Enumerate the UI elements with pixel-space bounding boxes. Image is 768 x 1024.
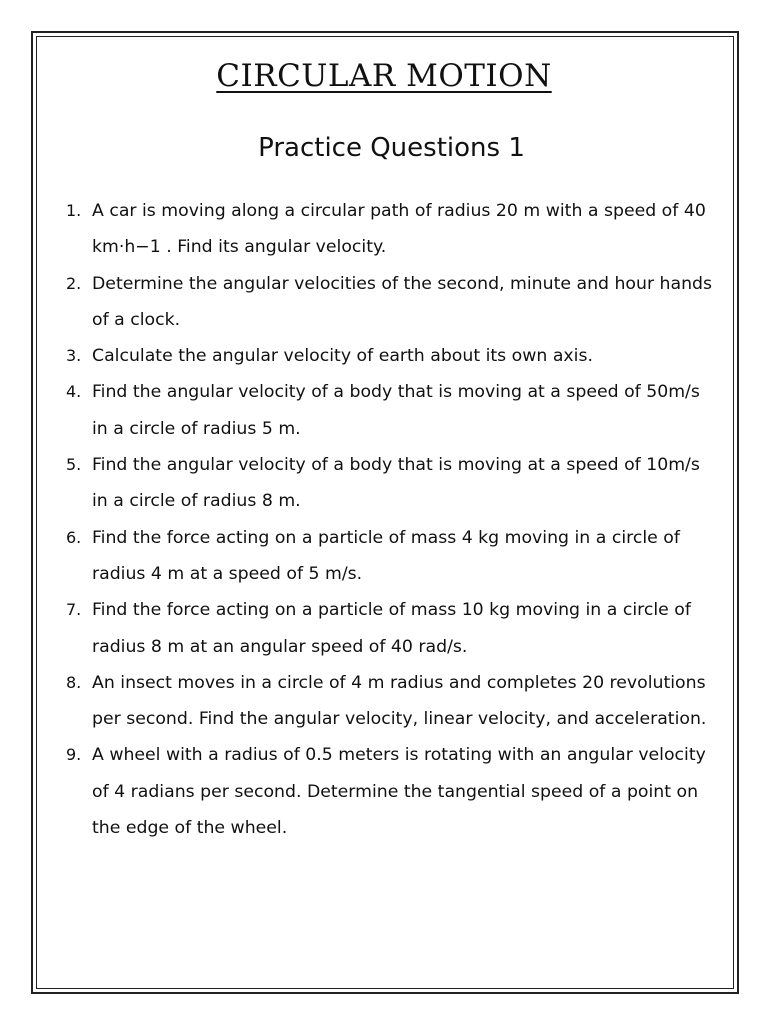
question-text: A car is moving along a circular path of radius 20 m with a speed of 40 km·h−1 . Find its angular velocity.	[92, 201, 706, 258]
question-item	[66, 592, 717, 665]
question-item	[66, 338, 717, 374]
question-item	[66, 193, 717, 266]
question-text: Calculate the angular velocity of earth about its own axis.	[92, 346, 593, 367]
question-text: Find the angular velocity of a body that is moving at a speed of 10m/s in a circle of radius 8 m.	[92, 455, 700, 512]
question-list	[66, 193, 717, 846]
question-number: 7.	[66, 600, 82, 620]
question-text: A wheel with a radius of 0.5 meters is rotating with an angular velocity of 4 radians per second. Determine the tangential speed of a point on the edge of the wheel.	[92, 745, 706, 839]
question-number: 9.	[66, 745, 82, 765]
question-number: 4.	[66, 382, 82, 402]
question-number: 3.	[66, 346, 82, 366]
question-number: 5.	[66, 455, 82, 475]
question-text: Find the force acting on a particle of mass 4 kg moving in a circle of radius 4 m at a speed of 5 m/s.	[92, 527, 680, 584]
question-text: Find the force acting on a particle of mass 10 kg moving in a circle of radius 8 m at an angular speed of 40 rad/s.	[92, 600, 691, 657]
question-number: 8.	[66, 672, 82, 692]
question-text: Find the angular velocity of a body that is moving at a speed of 50m/s in a circle of radius 5 m.	[92, 382, 700, 439]
question-item	[66, 266, 717, 339]
document-title	[0, 56, 768, 96]
question-text: Determine the angular velocities of the second, minute and hour hands of a clock.	[92, 273, 713, 330]
question-item	[66, 737, 717, 846]
question-item	[66, 447, 717, 520]
question-item	[66, 520, 717, 593]
document-subtitle: Practice Questions 1	[258, 133, 525, 163]
question-number: 2.	[66, 273, 82, 293]
document-title-text: CIRCULAR MOTION	[216, 58, 552, 94]
question-item	[66, 665, 717, 738]
question-text: An insect moves in a circle of 4 m radius and completes 20 revolutions per second. Find the angular velocity, linear velocity, and acceleration.	[92, 672, 707, 730]
question-number: 6.	[66, 527, 82, 547]
question-item	[66, 374, 717, 447]
question-number: 1.	[66, 201, 82, 220]
